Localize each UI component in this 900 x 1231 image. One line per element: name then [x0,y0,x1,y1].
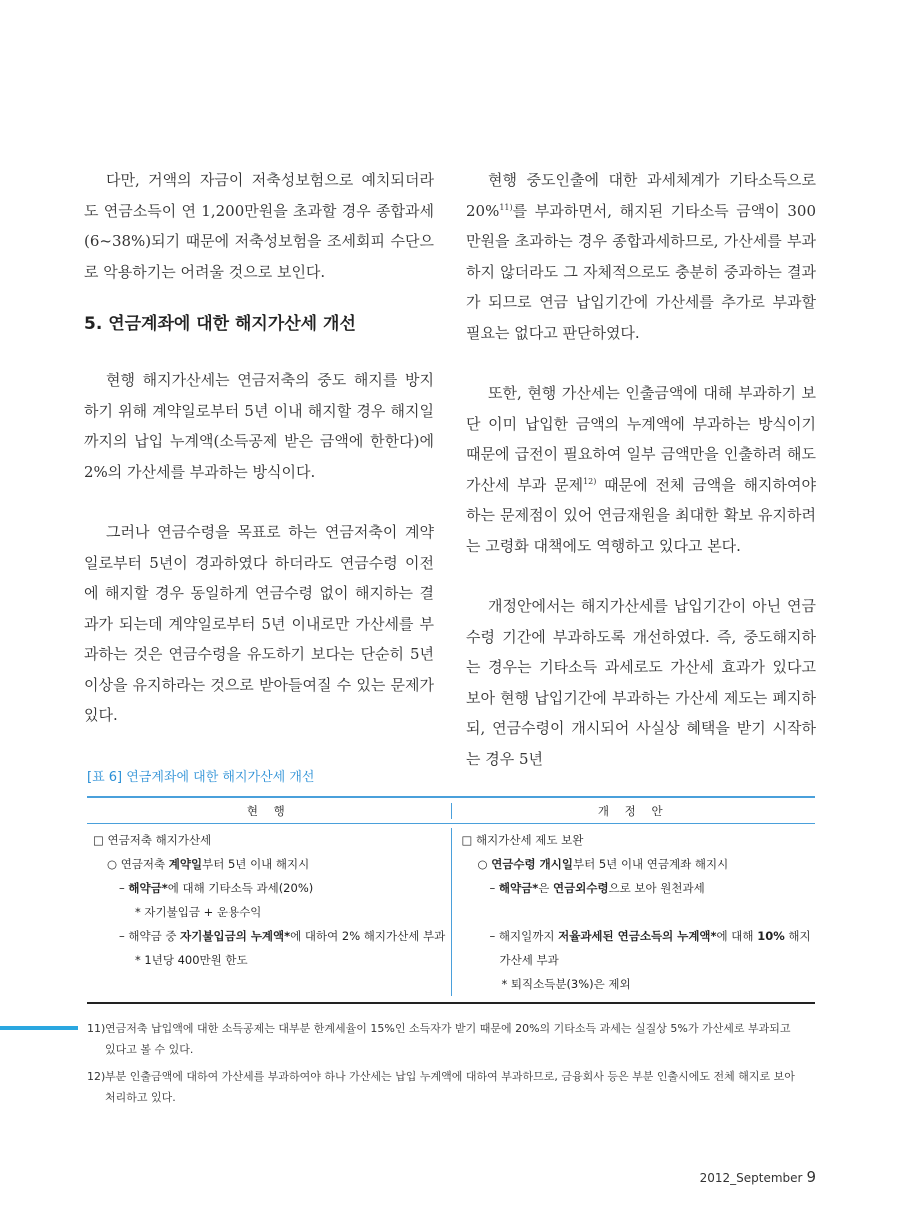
footnote-12-cont: 처리하고 있다. [105,1091,176,1104]
issue-label: 2012_September [699,1171,803,1185]
current-row-1: □ 연금저축 해지가산세 [93,833,212,847]
page-number: 9 [806,1168,816,1186]
current-row-5-b: 자기불입금의 누계액* [180,929,291,943]
current-row-2-c: 부터 5년 이내 해지시 [202,857,310,871]
revised-row-5-b: 저율과세된 연금소득의 누계액* [558,929,717,943]
current-row-4: * 자기불입금 + 운용수익 [135,905,262,919]
revised-row-2-a: ○ [477,857,492,871]
current-row-3 [87,876,451,900]
revised-row-3 [452,876,816,900]
table-header [87,798,815,824]
right-paragraph-1-text-b: 를 부과하면서, 해지된 기타소득 금액이 300만원을 초과하는 경우 종합과세하므로, 가산세를 부과하지 않더라도 그 자체적으로도 충분히 중과하는 결과가 되므로 연금 납입기간에 가산세를 추가로 부과할 필요는 없다고 판단하였다. [466,201,816,342]
left-column [84,165,434,731]
revised-row-3-a: – [489,881,499,895]
revised-row-5-c: 에 대해 [716,929,758,943]
current-row-5-a: – 해약금 중 [119,929,181,943]
footnote-accent-bar [0,1026,78,1030]
header-current: 현 행 [87,803,452,819]
current-row-5 [87,924,451,948]
table-caption: [표 6] 연금계좌에 대한 해지가산세 개선 [87,770,315,785]
footnote-11-number: 11) [87,1022,106,1035]
table-body [87,824,815,1002]
footnote-11-cont: 있다고 볼 수 있다. [105,1043,194,1056]
footnote-12-number: 12) [87,1070,106,1083]
revised-row-3-d: 연금외수령 [553,881,609,895]
footnote-ref-12: 12) [583,476,597,486]
revised-row-5 [452,924,816,948]
revised-row-2 [452,852,816,876]
revised-row-1: □ 해지가산세 제도 보완 [461,833,584,847]
current-row-2-a: ○ 연금저축 [107,857,169,871]
header-revised: 개 정 안 [597,803,669,818]
footnote-12-text: 부분 인출금액에 대하여 가산세를 부과하여야 하나 가산세는 납입 누계액에 대하여 부과하므로, 금융회사 등은 부분 인출시에도 전체 해지로 보아 [105,1070,795,1083]
revised-row-5-e: 해지 [784,929,811,943]
current-row-3-b: 해약금* [128,881,168,895]
current-row-2-b: 계약일 [168,857,203,871]
revised-row-3-b: 해약금* [498,881,539,895]
right-paragraph-2-text-b: 때문에 전체 금액을 해지하여야 하는 문제점이 있어 연금재원을 최대한 확보 유지하려는 고령화 대책에도 역행하고 있다고 본다. [466,475,816,555]
footnote-11-text: 연금저축 납입액에 대한 소득공제는 대부분 한계세율이 15%인 소득자가 받기 때문에 20%의 기타소득 과세는 실질상 5%가 가산세로 부과되고 [105,1022,791,1035]
revised-row-6: 가산세 부과 [499,953,559,967]
right-paragraph-2-text-a: 또한, 현행 가산세는 인출금액에 대해 부과하기 보단 이미 납입한 금액의 누계액에 부과하는 방식이기 때문에 급전이 필요하여 일부 금액만을 인출하려 해도 가산세 부과 문제 [466,384,816,494]
revised-row-3-c: 은 [538,881,554,895]
revised-row-2-b: 연금수령 개시일 [491,857,573,871]
revised-column [452,828,816,996]
section-heading: 5. 연금계좌에 대한 해지가산세 개선 [84,314,356,334]
current-column [87,828,452,996]
right-paragraph-1 [466,165,816,348]
right-paragraph-3: 개정안에서는 해지가산세를 납입기간이 아닌 연금수령 기간에 부과하도록 개선하였다. 즉, 중도해지하는 경우는 기타소득 과세로도 가산세 효과가 있다고 보아 현행 납입기간에 부과하는 가산세 제도는 폐지하되, 연금수령이 개시되어 사실상 혜택을 받기 시작하는 경우 5년 [466,597,816,768]
revised-row-3-e: 으로 보아 원천과세 [608,881,705,895]
revised-row-2-c: 부터 5년 이내 연금계좌 해지시 [572,857,729,871]
left-paragraph-3: 그러나 연금수령을 목표로 하는 연금저축이 계약일로부터 5년이 경과하였다 하더라도 연금수령 이전에 해지할 경우 동일하게 연금수령 없이 해지하는 결과가 되는데 계약일로부터 5년 이내로만 가산세를 부과하는 것은 연금수령을 유도하기 보다는 단순히 5년 이상을 유지하라는 것으로 받아들여질 수 있는 문제가 있다. [84,523,434,724]
revised-row-blank [452,900,816,924]
footnote-11 [87,1018,817,1060]
left-paragraph-2: 현행 해지가산세는 연금저축의 중도 해지를 방지하기 위해 계약일로부터 5년 이내 해지할 경우 해지일까지의 납입 누계액(소득공제 받은 금액에 한한다)에 2%의 가산세를 부과하는 방식이다. [84,371,434,481]
revised-row-5-a: – 해지일까지 [489,929,559,943]
current-row-3-c: 에 대해 기타소득 과세(20%) [167,881,314,895]
current-row-3-a: – [119,881,129,895]
revised-row-5-d: 10% [757,929,785,943]
current-row-6: * 1년당 400만원 한도 [135,953,248,967]
page-footer [700,1168,816,1186]
footnote-12 [87,1066,817,1108]
right-paragraph-1-text-a: 현행 중도인출에 대한 과세체계가 기타소득으로 20% [466,171,816,220]
footnote-ref-11: 11) [499,202,513,212]
current-row-5-c: 에 대하여 2% 해지가산세 부과 [290,929,446,943]
right-paragraph-2 [466,378,816,561]
current-row-2 [87,852,451,876]
comparison-table [87,796,815,1004]
right-column [466,165,816,774]
left-paragraph-1: 다만, 거액의 자금이 저축성보험으로 예치되더라도 연금소득이 연 1,200만원을 초과할 경우 종합과세(6~38%)되기 때문에 저축성보험을 조세회피 수단으로 악용하기는 어려울 것으로 보인다. [84,171,434,281]
revised-row-7: * 퇴직소득분(3%)은 제외 [501,977,631,991]
